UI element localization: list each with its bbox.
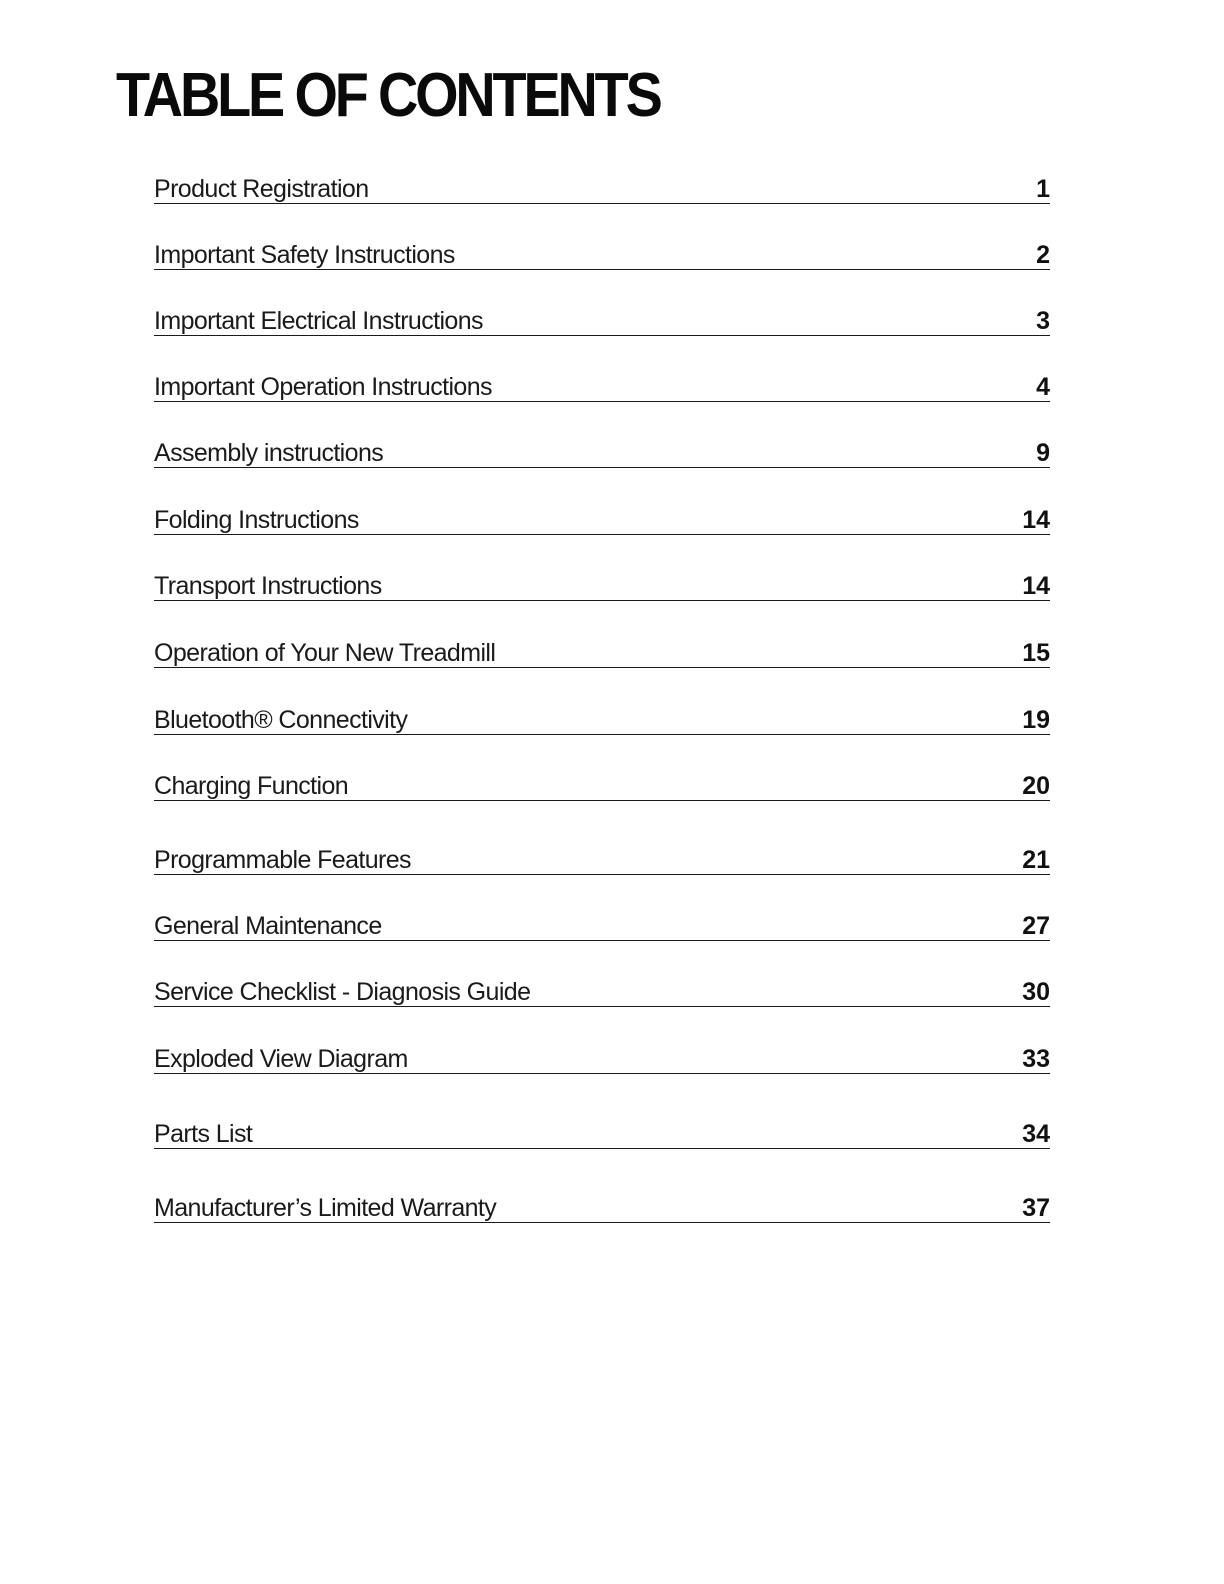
toc-entry-label: Manufacturer’s Limited Warranty: [154, 1194, 497, 1222]
toc-entry-label: Transport Instructions: [154, 572, 382, 600]
toc-entry-label: Important Operation Instructions: [154, 373, 492, 401]
toc-entry-label: Programmable Features: [154, 846, 411, 874]
toc-entry-general-maintenance[interactable]: [154, 911, 1050, 941]
toc-entry-parts-list[interactable]: [154, 1119, 1050, 1149]
toc-entry-page-number: 33: [1022, 1045, 1050, 1073]
toc-entry-label: Exploded View Diagram: [154, 1045, 408, 1073]
toc-entry-label: Folding Instructions: [154, 506, 359, 534]
toc-entry-transport-instructions[interactable]: [154, 571, 1050, 601]
toc-entry-page-number: 9: [1036, 439, 1050, 467]
toc-entry-label: Important Safety Instructions: [154, 241, 455, 269]
toc-entry-operation-of-treadmill[interactable]: [154, 638, 1050, 668]
toc-entry-page-number: 1: [1036, 175, 1050, 203]
toc-entry-programmable-features[interactable]: [154, 845, 1050, 875]
toc-entry-label: General Maintenance: [154, 912, 382, 940]
toc-entry-assembly-instructions[interactable]: [154, 438, 1050, 468]
toc-entry-label: Assembly instructions: [154, 439, 384, 467]
toc-entry-page-number: 21: [1022, 846, 1050, 874]
toc-entry-page-number: 30: [1022, 978, 1050, 1006]
toc-list: [154, 0, 1050, 1584]
toc-entry-label: Important Electrical Instructions: [154, 307, 483, 335]
toc-entry-important-safety-instructions[interactable]: [154, 240, 1050, 270]
toc-entry-page-number: 2: [1036, 241, 1050, 269]
toc-entry-page-number: 34: [1022, 1120, 1050, 1148]
toc-entry-service-checklist[interactable]: [154, 977, 1050, 1007]
toc-entry-limited-warranty[interactable]: [154, 1193, 1050, 1223]
page-title: TABLE OF CONTENTS: [116, 61, 660, 130]
toc-entry-folding-instructions[interactable]: [154, 505, 1050, 535]
toc-entry-exploded-view-diagram[interactable]: [154, 1044, 1050, 1074]
toc-entry-page-number: 14: [1022, 572, 1050, 600]
toc-entry-page-number: 37: [1022, 1194, 1050, 1222]
toc-entry-page-number: 3: [1036, 307, 1050, 335]
toc-entry-page-number: 20: [1022, 772, 1050, 800]
toc-entry-label: Product Registration: [154, 175, 369, 203]
toc-entry-label: Bluetooth® Connectivity: [154, 706, 408, 734]
toc-entry-label: Operation of Your New Treadmill: [154, 639, 496, 667]
toc-entry-label: Charging Function: [154, 772, 349, 800]
toc-entry-page-number: 19: [1022, 706, 1050, 734]
toc-entry-product-registration[interactable]: [154, 174, 1050, 204]
toc-entry-page-number: 4: [1036, 373, 1050, 401]
toc-entry-page-number: 27: [1022, 912, 1050, 940]
toc-entry-page-number: 15: [1022, 639, 1050, 667]
toc-entry-charging-function[interactable]: [154, 771, 1050, 801]
toc-entry-important-electrical-instructions[interactable]: [154, 306, 1050, 336]
toc-entry-page-number: 14: [1022, 506, 1050, 534]
toc-entry-label: Parts List: [154, 1120, 253, 1148]
toc-entry-important-operation-instructions[interactable]: [154, 372, 1050, 402]
toc-entry-bluetooth-connectivity[interactable]: [154, 705, 1050, 735]
toc-entry-label: Service Checklist - Diagnosis Guide: [154, 978, 531, 1006]
